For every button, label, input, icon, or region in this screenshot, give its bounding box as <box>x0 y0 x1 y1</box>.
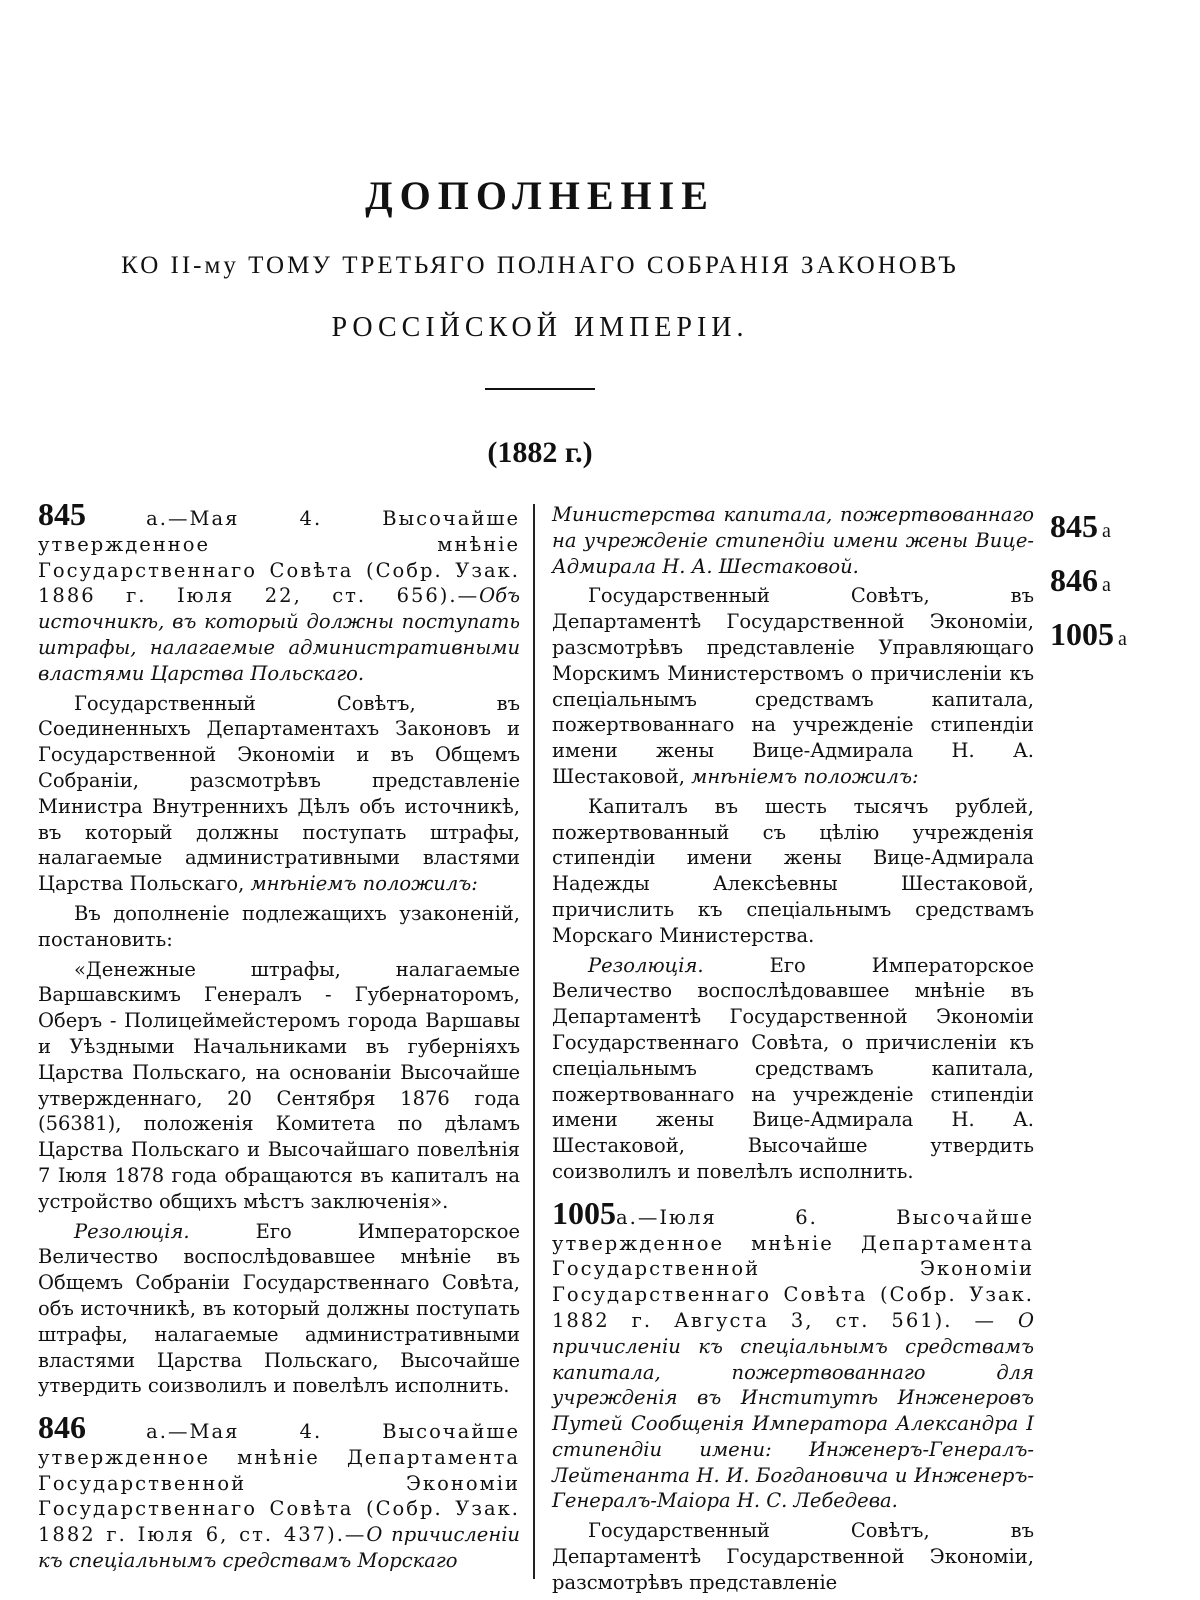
margin-number: 845 <box>1050 508 1098 544</box>
article-subject: Объ источникѣ, въ который должны поступать штрафы, налагаемые административными властями Царства Польскаго. <box>38 584 520 685</box>
article-845-heading <box>38 496 520 687</box>
resolution-label: Резолюція. <box>588 953 704 977</box>
article-subject: О причисленіи къ спеціальнымъ средствамъ Морскаго <box>38 1523 520 1573</box>
document-title: ДОПОЛНЕНІЕ <box>365 173 715 218</box>
paragraph: Въ дополненіе подлежащихъ узаконеній, постановить: <box>38 901 520 951</box>
paragraph-italic: мнѣніемъ положилъ: <box>244 872 478 896</box>
article-number: 1005 <box>552 1194 616 1231</box>
article-number: 845 <box>38 496 86 532</box>
year-heading: (1882 г.) <box>487 436 593 469</box>
article-heading-text: а.—Мая 4. Высочайше утвержденное мнѣніе Государственнаго Совѣта (Собр. Узак. 1886 г. Іюля 22, ст. 656).— <box>38 507 520 608</box>
column-divider <box>533 504 535 1579</box>
article-846-heading <box>38 1409 520 1574</box>
resolution-text: Его Императорское Величество воспослѣдовавшее мнѣніе въ Департаментѣ Государственной Экономіи Государственнаго Совѣта, о причисленіи къ спеціальнымъ средствамъ капитала, пожертвованнаго на учрежденіе стипендіи имени жены Вице-Адмирала Н. А. Шестаковой, Высочайше утвердить соизволилъ и повелѣлъ исполнить. <box>552 953 1034 1183</box>
article-subject-continued: Министерства капитала, пожертвованнаго на учрежденіе стипендіи имени жены Вице-Адмирала Н. А. Шестаковой. <box>552 503 1034 578</box>
left-column <box>38 496 520 1578</box>
document-subtitle-2: РОССІЙСКОЙ ИМПЕРІИ. <box>331 312 749 343</box>
paragraph: Государственный Совѣтъ, въ Департаментѣ Государственной Экономіи, разсмотрѣвъ представленіе <box>552 1519 1034 1594</box>
article-1005-heading <box>552 1194 1034 1515</box>
resolution-label: Резолюція. <box>74 1219 190 1243</box>
resolution-text: Его Императорское Величество воспослѣдовавшее мнѣніе въ Общемъ Собраніи Государственнаго Совѣта, объ источникѣ, въ который должны поступать штрафы, налагаемые административными властями Царства Польскаго, Высочайше утвердить соизволилъ и повелѣлъ исполнить. <box>38 1219 520 1398</box>
margin-number: 846 <box>1050 562 1098 598</box>
title-rule <box>485 388 595 390</box>
article-heading-text: а.—Мая 4. Высочайше утвержденное мнѣніе Департамента Государственной Экономіи Государственнаго Совѣта (Собр. Узак. 1882 г. Іюля 6, ст. 437).— <box>38 1420 520 1547</box>
margin-suffix: а <box>1102 574 1111 596</box>
margin-index-entry <box>1050 562 1111 599</box>
paragraph <box>552 583 1034 789</box>
article-subject: О причисленіи къ спеціальнымъ средствамъ капитала, пожертвованнаго для учрежденія въ Институтѣ Инженеровъ Путей Сообщенія Императора Александра I стипендіи имени: Инженеръ-Генералъ-Лейтенанта Н. И. Богдановича и Инженеръ-Генералъ-Маіора Н. С. Лебедева. <box>552 1308 1034 1513</box>
article-number: 846 <box>38 1409 86 1446</box>
article-heading-text: а.—Іюля 6. Высочайше утвержденное мнѣніе Департамента Государственной Экономіи Государственнаго Совѣта (Собр. Узак. 1882 г. Августа 3, ст. 561). — <box>552 1205 1034 1332</box>
paragraph: Капиталъ въ шесть тысячъ рублей, пожертвованный съ цѣлію учрежденія стипендіи имени жены Вице-Адмирала Надежды Алексѣевны Шестаковой, причислить къ спеціальнымъ средствамъ Морскаго Министерства. <box>552 794 1034 947</box>
margin-suffix: а <box>1102 520 1111 542</box>
right-column <box>552 502 1034 1600</box>
paragraph-text: Государственный Совѣтъ, въ Соединенныхъ Департаментахъ Законовъ и Государственной Экономіи и въ Общемъ Собраніи, разсмотрѣвъ представленіе Министра Внутреннихъ Дѣлъ объ источникѣ, въ который должны поступать штрафы, налагаемые административными властями Царства Польскаго, <box>38 691 520 896</box>
margin-suffix: а <box>1118 628 1127 650</box>
margin-number: 1005 <box>1050 616 1114 652</box>
paragraph-italic: мнѣніемъ положилъ: <box>684 764 919 788</box>
resolution <box>38 1219 520 1400</box>
margin-index-entry <box>1050 616 1127 653</box>
margin-index-entry <box>1050 508 1111 545</box>
quoted-provision: «Денежные штрафы, налагаемые Варшавскимъ Генералъ - Губернаторомъ, Оберъ - Полицеймейстеромъ города Варшавы и Уѣздными Начальниками въ губерніяхъ Царства Польскаго, на основаніи Высочайше утвержденнаго, 20 Сентября 1876 года (56381), положенія Комитета по дѣламъ Царства Польскаго и Высочайшаго повелѣнія 7 Іюля 1878 года обращаются въ капиталъ на устройство общихъ мѣстъ заключенія». <box>38 957 520 1213</box>
document-subtitle: КО II-му ТОМУ ТРЕТЬЯГО ПОЛНАГО СОБРАНІЯ ЗАКОНОВЪ <box>121 252 959 279</box>
paragraph-text: Государственный Совѣтъ, въ Департаментѣ Государственной Экономіи, разсмотрѣвъ представленіе Управляющаго Морскимъ Министерствомъ о причисленіи къ спеціальнымъ средствамъ капитала, пожертвованнаго на учрежденіе стипендіи имени жены Вице-Адмирала Н. А. Шестаковой, <box>552 584 1034 788</box>
paragraph <box>38 691 520 897</box>
resolution <box>552 953 1034 1185</box>
